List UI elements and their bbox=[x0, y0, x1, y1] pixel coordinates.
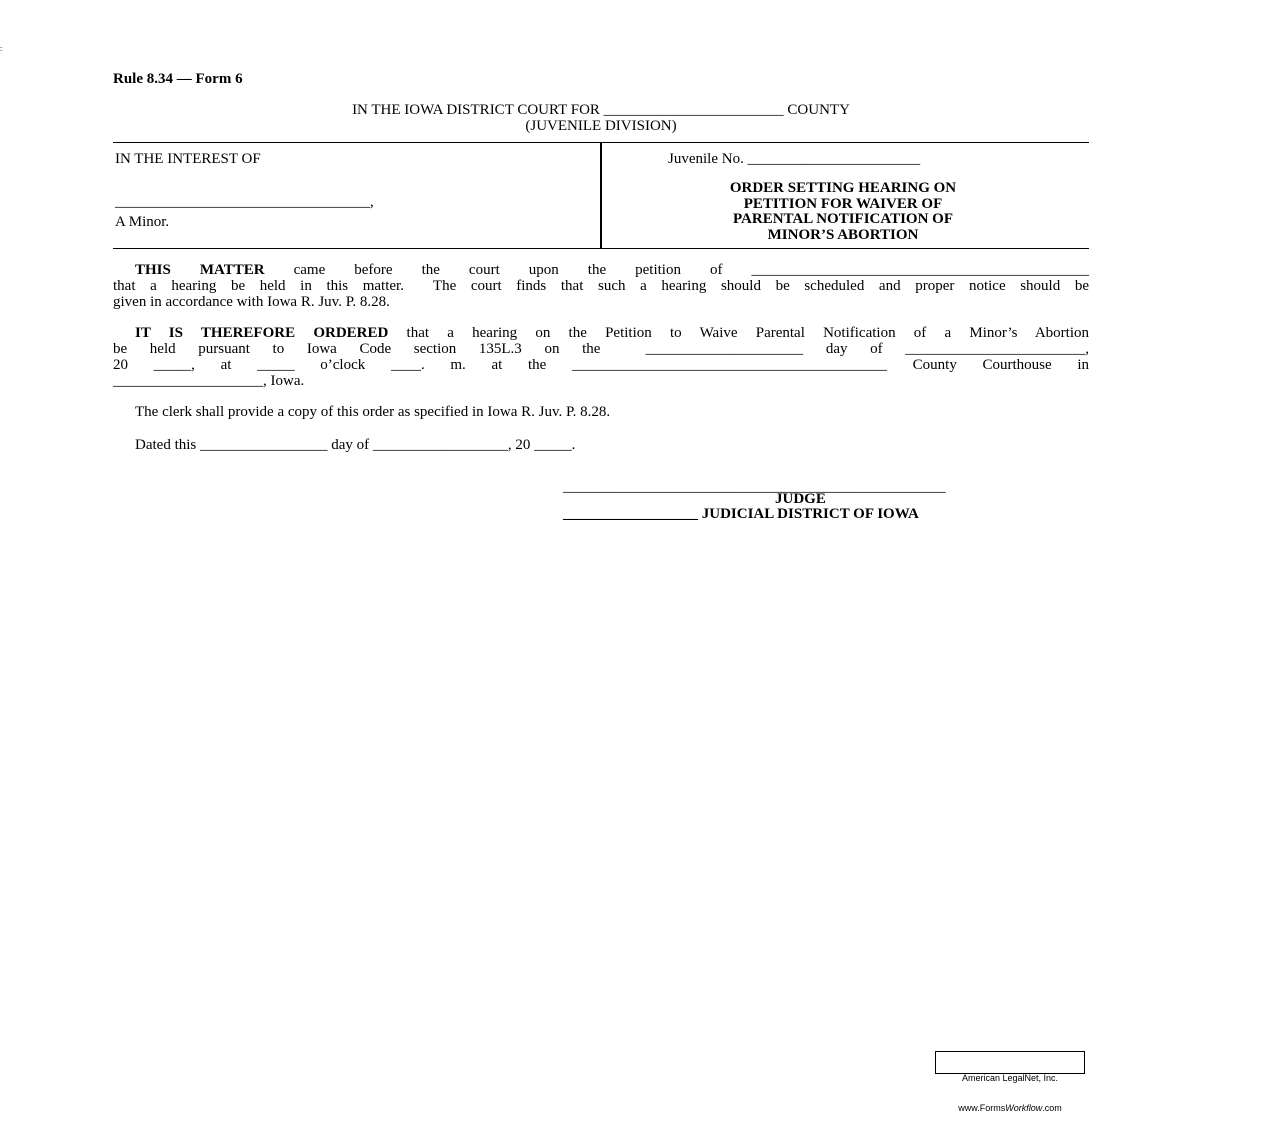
paragraph-this-matter-line1 bbox=[113, 262, 1089, 278]
this-matter-lead: THIS MATTER bbox=[135, 262, 265, 278]
in-the-interest-of: IN THE INTEREST OF bbox=[115, 151, 261, 167]
juvenile-number-field[interactable]: Juvenile No. _______________________ bbox=[668, 151, 921, 167]
dated-line[interactable]: Dated this _________________ day of __________________, 20 _____. bbox=[135, 437, 576, 453]
order-title-line: PARENTAL NOTIFICATION OF bbox=[732, 211, 954, 228]
judicial-district-line[interactable]: __________________ JUDICIAL DISTRICT OF IOWA bbox=[563, 506, 919, 522]
order-title-line: PETITION FOR WAIVER OF bbox=[743, 195, 943, 212]
order-title-line: ORDER SETTING HEARING ON bbox=[729, 180, 957, 196]
a-minor-label: A Minor. bbox=[115, 214, 170, 230]
caption-bottom-rule bbox=[113, 248, 1089, 249]
judge-label: JUDGE bbox=[775, 491, 826, 507]
hearing-city-line[interactable]: ____________________, Iowa. bbox=[113, 373, 305, 389]
order-title-line: MINOR’S ABORTION bbox=[767, 226, 919, 243]
court-title: IN THE IOWA DISTRICT COURT FOR ________________________ COUNTY bbox=[352, 102, 850, 118]
caption-divider bbox=[600, 142, 602, 248]
paragraph-this-matter-line3: given in accordance with Iowa R. Juv. P. 8.28. bbox=[113, 294, 390, 310]
corner-mark: : bbox=[0, 44, 3, 53]
petition-of-text[interactable]: came before the court upon the petition of _____________________________________________ bbox=[264, 262, 1089, 278]
hearing-date-line[interactable]: be held pursuant to Iowa Code section 135L.3 on the _____________________ day of ________________________, bbox=[113, 341, 1089, 357]
paragraph-ordered-line1 bbox=[113, 325, 1089, 341]
rule-heading: Rule 8.34 — Form 6 bbox=[113, 71, 243, 87]
order-title bbox=[620, 181, 1066, 243]
ordered-text: that a hearing on the Petition to Waive Parental Notification of a Minor’s Abortion bbox=[388, 325, 1089, 341]
publisher-url: www.FormsWorkflow.com bbox=[958, 1103, 1062, 1113]
publisher-name: American LegalNet, Inc. bbox=[961, 1073, 1059, 1083]
publisher-watermark bbox=[935, 1051, 1085, 1113]
division-label: (JUVENILE DIVISION) bbox=[525, 118, 677, 134]
minor-name-blank[interactable]: __________________________________, bbox=[115, 194, 374, 210]
clerk-instruction: The clerk shall provide a copy of this order as specified in Iowa R. Juv. P. 8.28. bbox=[135, 404, 611, 420]
ordered-lead: IT IS THEREFORE ORDERED bbox=[135, 325, 389, 341]
hearing-time-place-line[interactable]: 20 _____, at _____ o’clock ____. m. at the __________________________________________ County Courthouse in bbox=[113, 357, 1089, 373]
judge-signature-line[interactable]: ___________________________________________________ bbox=[563, 479, 946, 495]
paragraph-this-matter-line2: that a hearing be held in this matter. The court finds that such a hearing should be scheduled and proper notice should be bbox=[113, 278, 1089, 294]
